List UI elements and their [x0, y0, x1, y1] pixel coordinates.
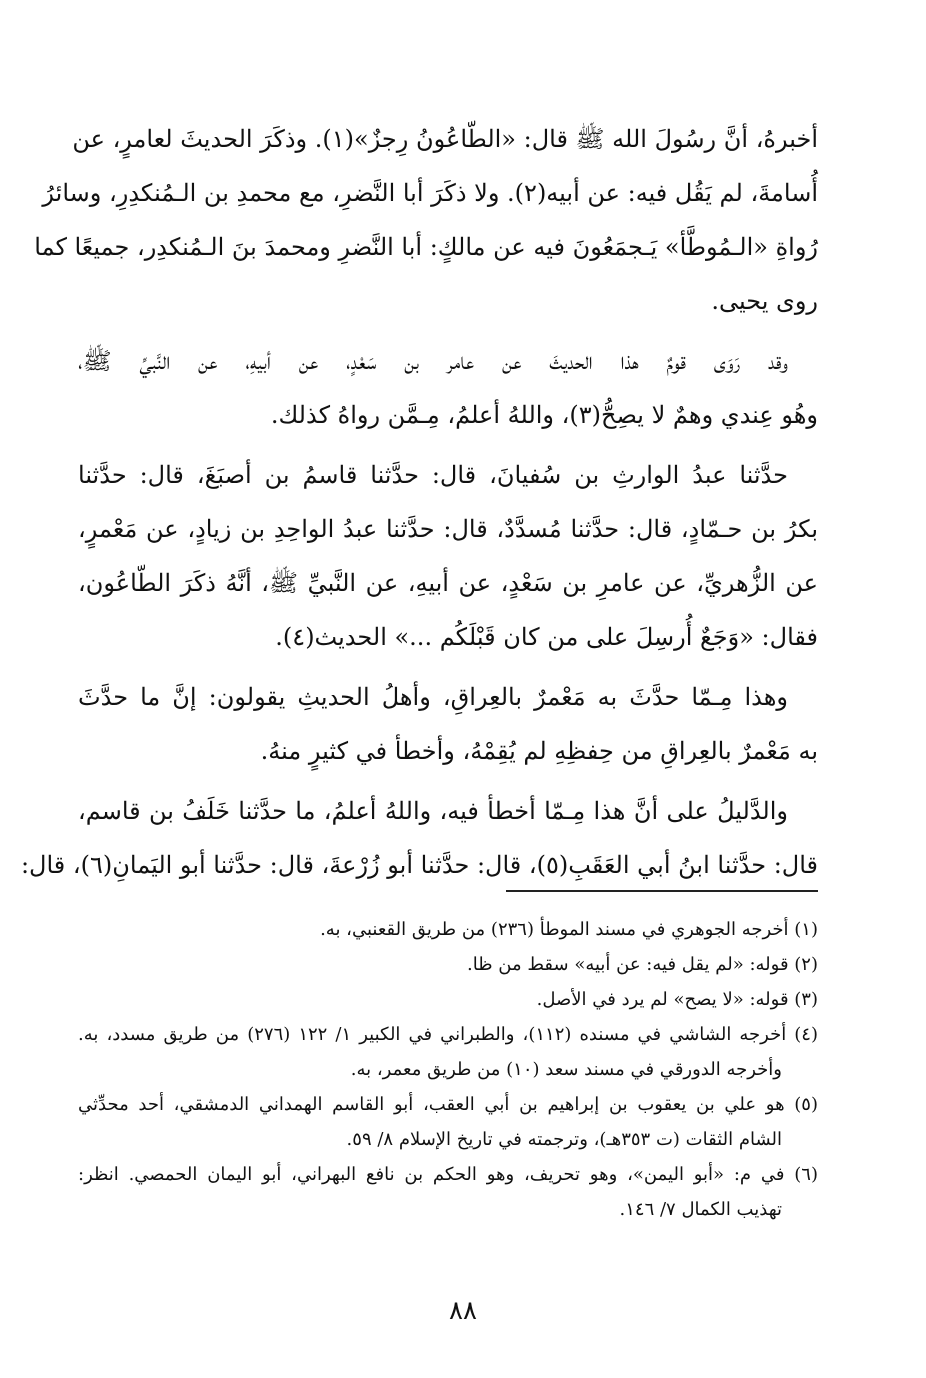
- footnote-line: (٥) هو علي بن يعقوب بن إبراهيم بن أبي العقب، أبو القاسم الهمداني الدمشقي، أحد محدِّثي: [78, 1094, 818, 1115]
- text-line: أخبرهُ، أنَّ رسُولَ الله ﷺ قال: «الطّاعُونُ رِجزٌ»(١). وذكَرَ الحديثَ لعامرٍ، عن: [72, 125, 818, 153]
- page-number: ٨٨: [449, 1296, 477, 1326]
- footnote-line: تهذيب الكمال ٧/ ١٤٦.: [619, 1199, 782, 1220]
- text-line: روى يحيى.: [711, 287, 818, 315]
- text-line: وهُو عِندي وهمٌ لا يصِحُّ(٣)، واللهُ أعلمُ، مِـمَّن رواهُ كذلك.: [270, 401, 818, 429]
- text-line: بكرُ بن حـمّادٍ، قال: حدَّثنا مُسدَّدٌ، قال: حدَّثنا عبدُ الواحِدِ بن زيادٍ، عن مَعْمرٍ،: [78, 515, 818, 543]
- footnote-line: الشام الثقات (ت ٣٥٣هـ)، وترجمته في تاريخ الإسلام ٨/ ٥٩.: [346, 1129, 782, 1150]
- footnote-divider: [506, 890, 818, 892]
- text-line: والدَّليلُ على أنَّ هذا مِـمّا أخطأ فيه، واللهُ أعلمُ، ما حدَّثنا خَلَفُ بن قاسم،: [78, 797, 788, 825]
- footnote-line: (٦) في م: «أبو اليمن»، وهو تحريف، وهو الحكم بن نافع البهراني، أبو اليمان الحمصي. انظر:: [78, 1164, 818, 1185]
- text-line: به مَعْمرٌ بالعِراقِ من حِفظِهِ لم يُقِمْهُ، وأخطأ في كثيرٍ منهُ.: [260, 737, 818, 765]
- footnote-line: (٢) قوله: «لم يقل فيه: عن أبيه» سقط من ظا.: [467, 954, 818, 975]
- text-line: أُسامةَ، لم يَقُل فيه: عن أبيه(٢). ولا ذكَرَ أبا النَّضرِ، مع محمدِ بن الـمُنكدِرِ، وسائرُ: [42, 179, 818, 207]
- footnote-line: (٣) قوله: «لا يصح» لم يرد في الأصل.: [536, 989, 818, 1010]
- text-line: قال: حدَّثنا ابنُ أبي العَقَبِ(٥)، قال: حدَّثنا أبو زُرْعةَ، قال: حدَّثنا أبو اليَمانِ(٦)، قال:: [20, 851, 818, 879]
- main-text: [20, 112, 818, 892]
- text-line: وهذا مِـمّا حدَّثَ به مَعْمرٌ بالعِراقِ، وأهلُ الحديثِ يقولون: إنَّ ما حدَّثَ: [78, 683, 788, 711]
- footnotes: [78, 912, 818, 1227]
- text-line: عن الزُّهريِّ، عن عامرِ بن سَعْدٍ، عن أبيهِ، عن النَّبيِّ ﷺ، أنَّهُ ذكَرَ الطّاعُون،: [78, 569, 818, 597]
- footnote-line: وأخرجه الدورقي في مسند سعد (١٠) من طريق معمر، به.: [350, 1059, 782, 1080]
- text-line: وقد رَوَى قومٌ هذا الحديثَ عن عامر بن سَعْدٍ، عن أبيهِ، عن النَّبيِّ ﷺ،: [78, 347, 788, 375]
- text-line: حدَّثنا عبدُ الوارثِ بن سُفيانَ، قال: حدَّثنا قاسمُ بن أصبَغَ، قال: حدَّثنا: [78, 461, 788, 489]
- footnote-line: (٤) أخرجه الشاشي في مسنده (١١٢)، والطبراني في الكبير ١/ ١٢٢ (٢٧٦) من طريق مسدد، به.: [78, 1024, 818, 1045]
- text-line: فقال: «وَجَعٌ أُرسِلَ على من كان قَبْلَكُم ...» الحديث(٤).: [275, 623, 818, 651]
- footnote-line: (١) أخرجه الجوهري في مسند الموطأ (٢٣٦) من طريق القعنبي، به.: [320, 919, 818, 940]
- text-line: رُواةِ «الـمُوطَّأ» يَـجمَعُونَ فيه عن مالكٍ: أبا النَّضرِ ومحمدَ بنَ الـمُنكدِر، جميعًا كما: [34, 233, 818, 261]
